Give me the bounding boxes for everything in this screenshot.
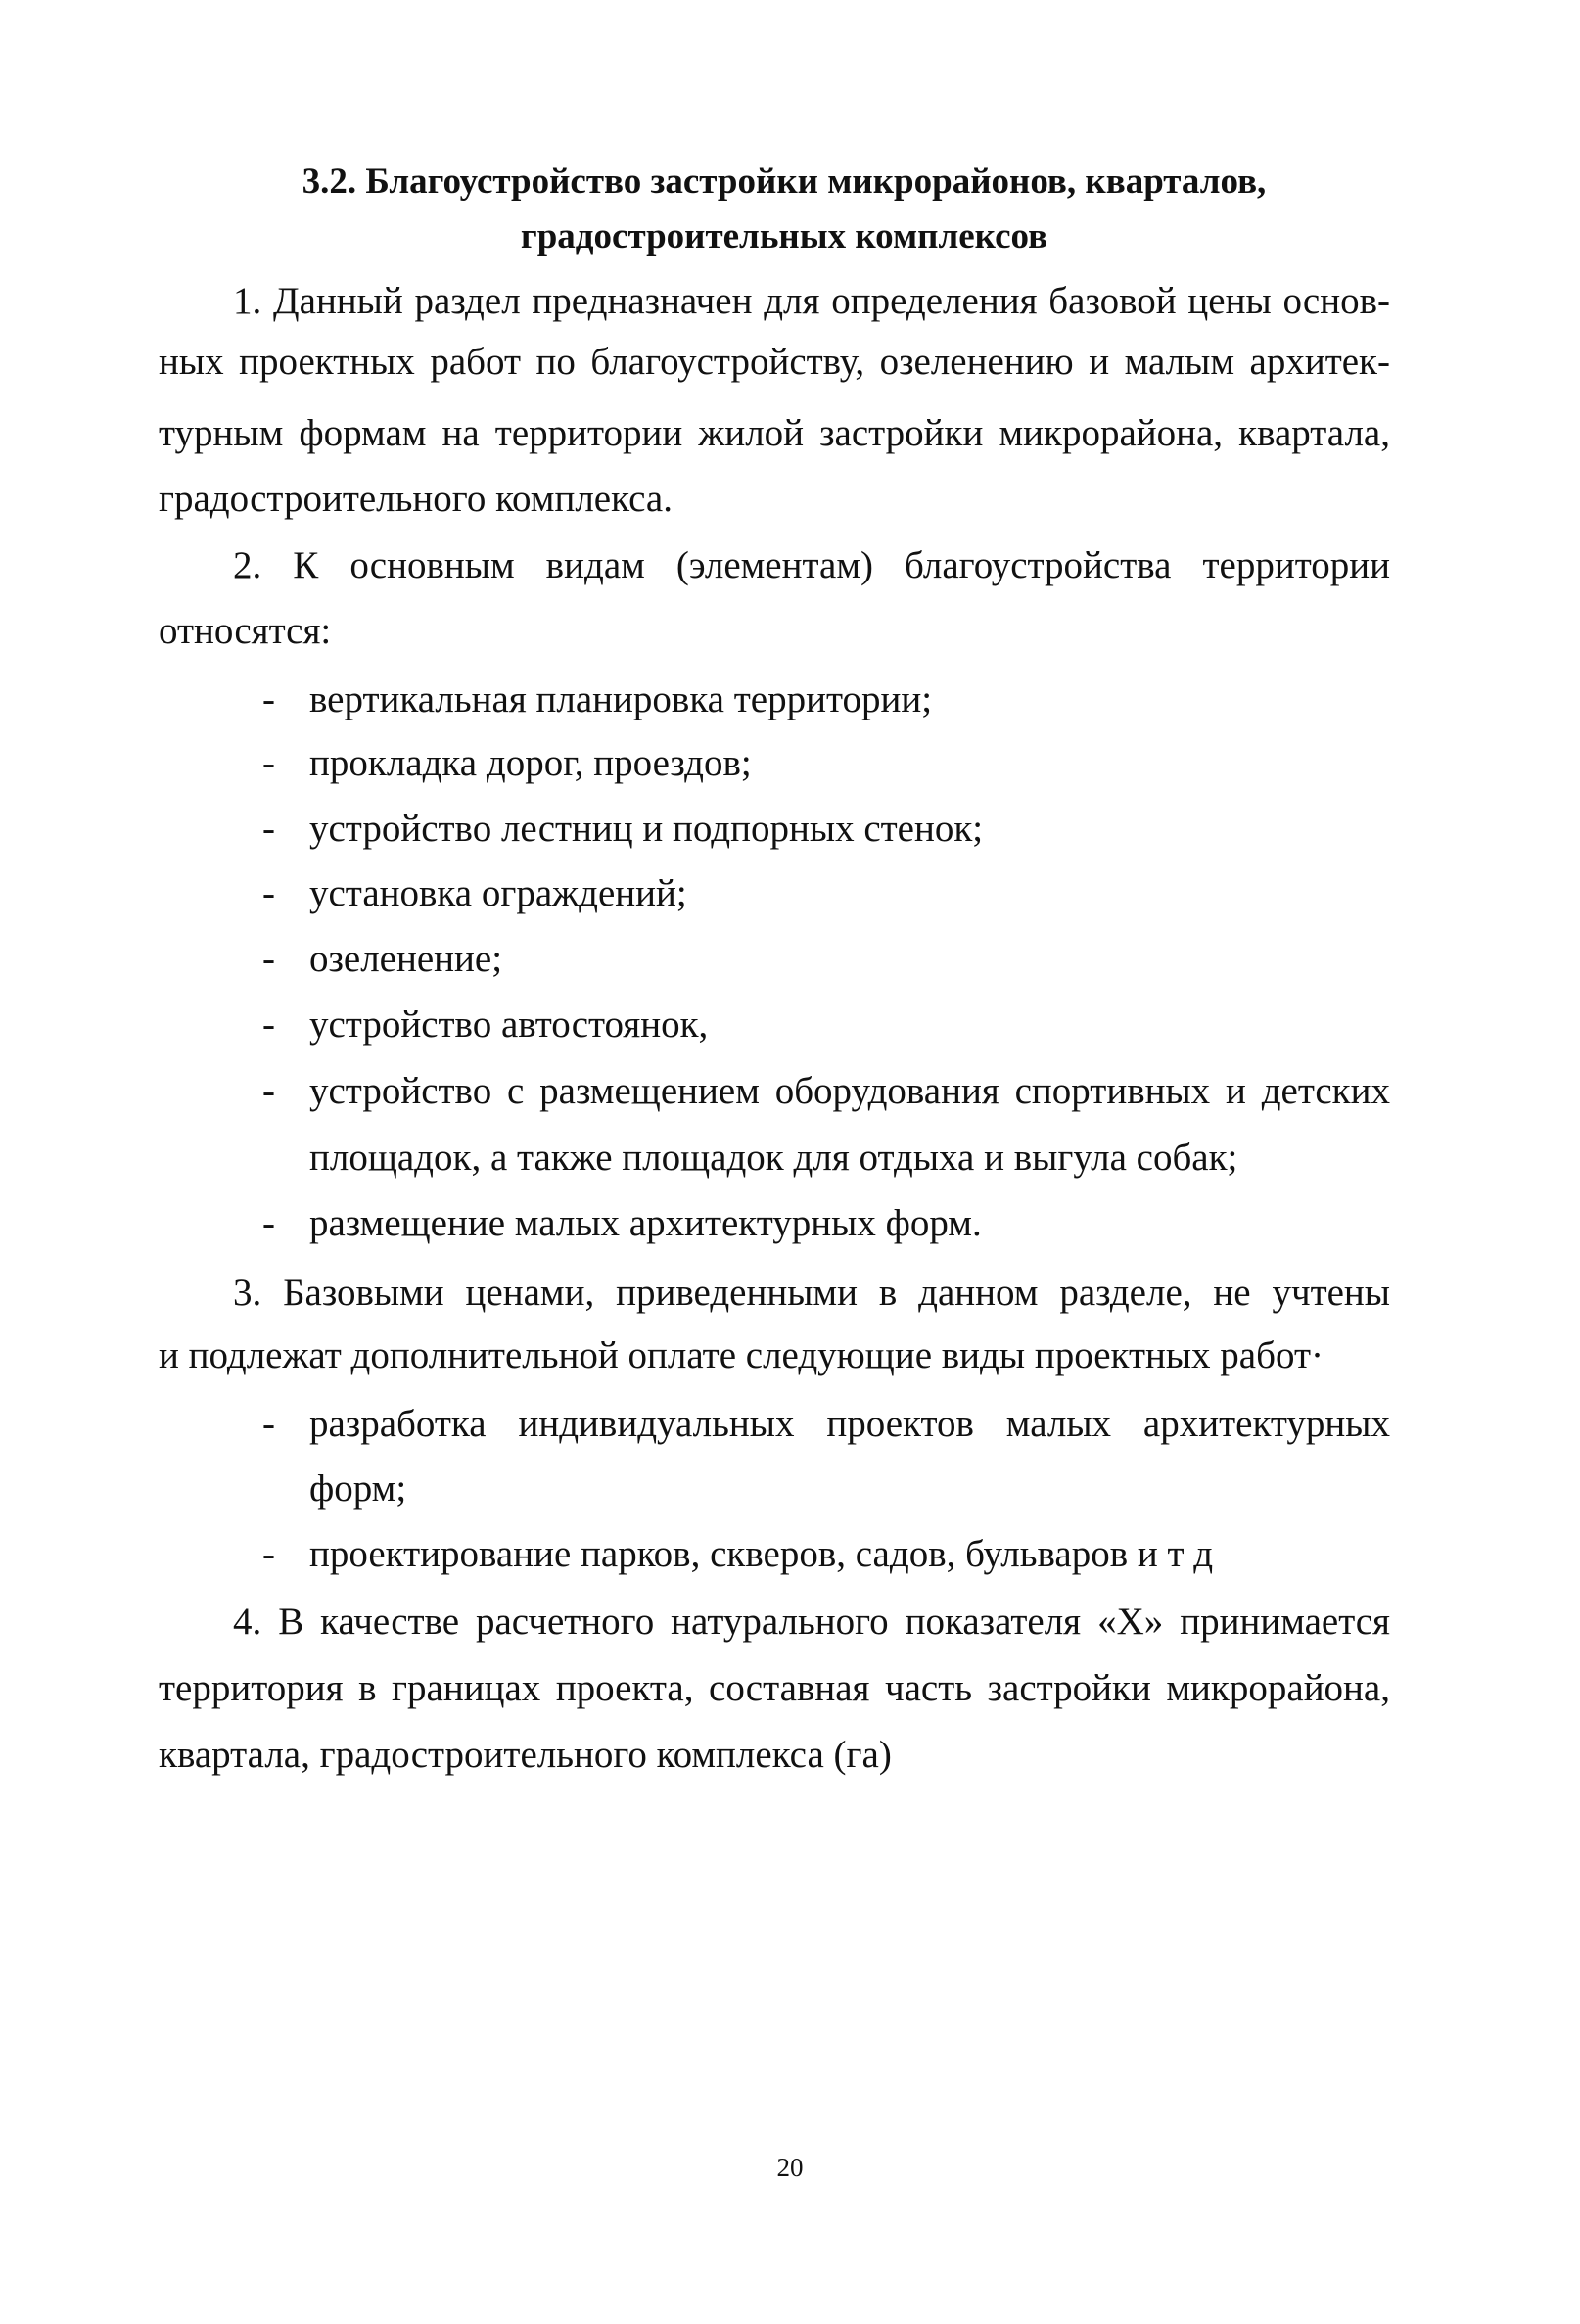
paragraph-1-line-4: градостроительного комплекса. — [159, 478, 673, 520]
list-item-continuation: площадок, а также площадок для отдыха и выгула собак; — [309, 1137, 1238, 1179]
page-number: 20 — [776, 2153, 804, 2182]
paragraph-3-line-2: и подлежат дополнительной оплате следующие виды проектных работ· — [159, 1334, 1324, 1376]
list-item: разработка индивидуальных проектов малых архитектурных — [309, 1403, 1390, 1445]
list-bullet: - — [262, 678, 275, 720]
list-item: вертикальная планировка территории; — [309, 678, 933, 720]
list-item: установка ограждений; — [309, 872, 687, 914]
heading-line-1: 3.2. Благоустройство застройки микрорайонов, кварталов, — [302, 162, 1267, 202]
paragraph-1-line-3: турным формам на территории жилой застройки микрорайона, квартала, — [159, 412, 1390, 454]
list-item: проектирование парков, скверов, садов, бульваров и т д — [309, 1533, 1214, 1575]
paragraph-2-line-2: относятся: — [159, 610, 332, 652]
list-bullet: - — [262, 938, 275, 980]
paragraph-3-line-1: 3. Базовыми ценами, приведенными в данном разделе, не учтены — [233, 1272, 1390, 1314]
list-bullet: - — [262, 1533, 275, 1575]
paragraph-1-line-2: ных проектных работ по благоустройству, озеленению и малым архитек- — [159, 341, 1390, 383]
list-item: прокладка дорог, проездов; — [309, 742, 752, 784]
heading-line-2: градостроительных комплексов — [520, 216, 1048, 256]
paragraph-4-line-2: территория в границах проекта, составная часть застройки микрорайона, — [159, 1667, 1390, 1709]
list-bullet: - — [262, 742, 275, 784]
section-heading — [157, 155, 1412, 264]
paragraph-4-line-1: 4. В качестве расчетного натурального показателя «Х» принимается — [233, 1601, 1390, 1643]
list-bullet: - — [262, 1070, 275, 1112]
paragraph-2-line-1: 2. К основным видам (элементам) благоустройства территории — [233, 544, 1390, 586]
list-bullet: - — [262, 1403, 275, 1445]
list-item: устройство с размещением оборудования спортивных и детских — [309, 1070, 1390, 1112]
list-bullet: - — [262, 808, 275, 850]
list-item-continuation: форм; — [309, 1467, 407, 1510]
list-item: озеленение; — [309, 938, 503, 980]
list-item: размещение малых архитектурных форм. — [309, 1202, 982, 1244]
list-bullet: - — [262, 1003, 275, 1046]
list-item: устройство лестниц и подпорных стенок; — [309, 808, 984, 850]
paragraph-1-line-1: 1. Данный раздел предназначен для определения базовой цены основ- — [233, 280, 1390, 322]
list-bullet: - — [262, 1202, 275, 1244]
list-item: устройство автостоянок, — [309, 1003, 709, 1046]
list-bullet: - — [262, 872, 275, 914]
paragraph-4-line-3: квартала, градостроительного комплекса (га) — [159, 1734, 892, 1776]
